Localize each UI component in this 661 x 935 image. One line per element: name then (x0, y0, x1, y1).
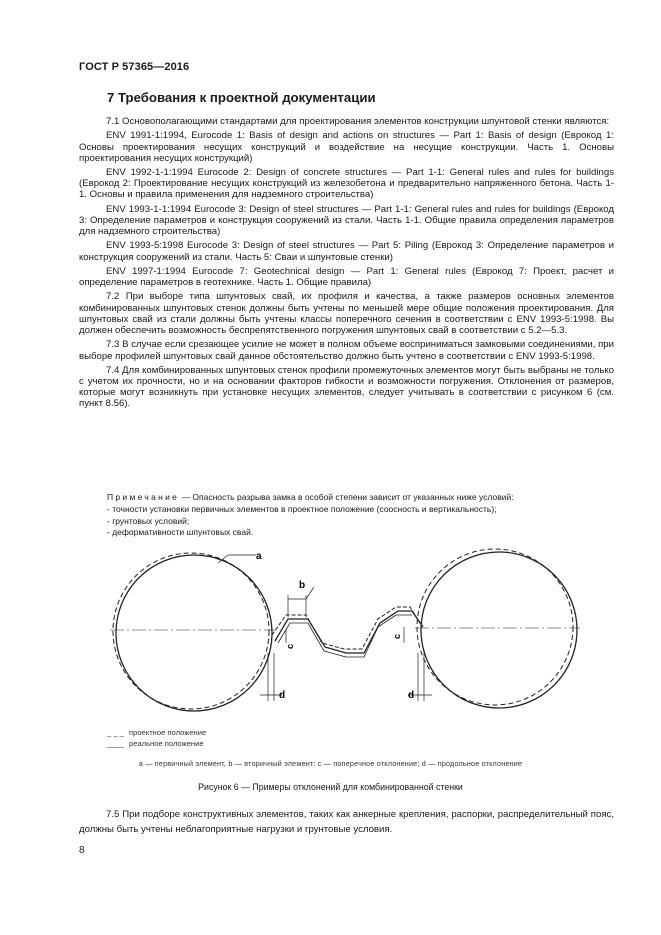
figure-combined-wall (110, 543, 580, 718)
standard-header: ГОСТ Р 57365—2016 (79, 61, 190, 73)
paragraph-env-1993-1-1: ENV 1993-1-1:1994 Eurocode 3: Design of steel structures — Part 1-1: General rules and rules for buildings (Еврокод 3: Определение параметров и конструкция сооружений из стали. Часть 1-1. Общие правила определения параметров для надземного строительства) (79, 203, 614, 238)
leader-b (306, 587, 314, 599)
note-item: - деформативности шпунтовых свай. (107, 527, 254, 538)
label-c-left: c (285, 643, 295, 649)
label-c-right: c (392, 633, 402, 639)
paragraph-7-2: 7.2 При выборе типа шпунтовых свай, их профиля и качества, а также размеров основных элементов комбинированных шпунтовых стенок должны быть учтены по меньшей мере общие положения проектирования. Для шпунтовых свай из стали должны быть учтены классы поперечного сечения в соответствии с ENV 1993-5:1998. Вы должен обеспечить возможность беспрепятственного погружения шпунтовых свай в соответствии с 5.2—5.3. (79, 291, 614, 337)
label-d-left: d (279, 690, 286, 701)
label-a: a (256, 551, 262, 562)
paragraph-7-5: 7.5 При подборе конструктивных элементов, таких как анкерные крепления, распорки, распределительный пояс, должны быть учтены неблагоприятные нагрузки и грунтовые условия. (79, 809, 614, 835)
note-heading (107, 492, 607, 504)
secondary-element-actual (275, 611, 423, 653)
page-number: 8 (79, 845, 85, 856)
body-text (79, 116, 614, 413)
legend-actual (107, 738, 206, 749)
paragraph-env-1991: ENV 1991-1:1994, Eurocode 1: Basis of design and actions on structures — Part 1: Basis of design (Еврокод 1: Основы проектирования несущих конструкций и воздействие на несущие конструкции. Часть 1. Основы проектирования несущих конструкций) (79, 130, 614, 164)
figure-caption: Рисунок 6 — Примеры отклонений для комбинированной стенки (198, 782, 463, 792)
note-item: - точности установки первичных элементов в проектное положение (соосность и вертикальность); (107, 503, 497, 514)
paragraph-env-1997: ENV 1997-1:1994 Eurocode 7: Geotechnical design — Part 1: General rules (Еврокод 7: Проект, расчет и определение параметров в геотехнике. Часть 1. Общие правила) (79, 265, 614, 289)
legend-design (107, 727, 206, 738)
paragraph-7-5-block (79, 808, 614, 838)
figure-designations: a — первичный элемент, b — вторичный элемент: c — поперечное отклонение; d — продольное отклонение (138, 759, 523, 768)
paragraph-env-1993-5: ENV 1993-5:1998 Eurocode 3: Design of steel structures — Part 5: Piling (Еврокод 3: Определение параметров и конструкция сооружений из стали. Часть 5: Сваи и шпунтовые стенки) (79, 240, 614, 263)
left-pile-actual (116, 555, 272, 711)
paragraph-env-1992: ENV 1992-1-1:1994 Eurocode 2: Design of concrete structures — Part 1-1: General rules and rules for buildings (Еврокод 2: Проектирование несущих конструкций из железобетона и предварительно напряженного бетона. Часть 1-1. Основы и правила применения для надземного строительства) (79, 167, 614, 201)
paragraph-7-1: 7.1 Основополагающими стандартами для проектирования элементов конструкции шпунтовой стенки являются: (106, 116, 610, 127)
paragraph-7-4: 7.4 Для комбинированных шпунтовых стенок профили промежуточных элементов могут быть выбраны не только с учетом их прочности, но и на основании факторов гибкости и возможности погружения. Отклонения от размеров, которые могут возникнуть при установке несущих элементов, следует учитывать в соответствии с рисунком 6 (см. пункт 8.56). (79, 364, 614, 410)
figure-legend (107, 727, 206, 749)
label-d-right: d (408, 690, 415, 701)
legend-actual-text: реальное положение (129, 739, 204, 748)
note-item: - грунтовых условий; (107, 515, 190, 526)
note-text: — Опасность разрыва замка в особой степени зависит от указанных ниже условий: (179, 492, 514, 502)
legend-design-marker: _ _ _ (107, 728, 124, 737)
paragraph-7-3: 7.3 В случае если срезающее усилие не может в полном объеме восприниматься замковыми соединениями, при выборе профилей шпунтовых свай данное обстоятельство должно быть учтено в соответствии с ENV 1993-5:1998. (79, 339, 614, 362)
label-b: b (299, 580, 306, 591)
legend-design-text: проектное положение (129, 728, 207, 737)
legend-actual-marker: ____ (107, 739, 124, 748)
note (107, 492, 607, 539)
note-label: Примечание (107, 492, 180, 502)
secondary-element-design (272, 607, 420, 649)
section-title: 7 Требования к проектной документации (107, 90, 376, 105)
